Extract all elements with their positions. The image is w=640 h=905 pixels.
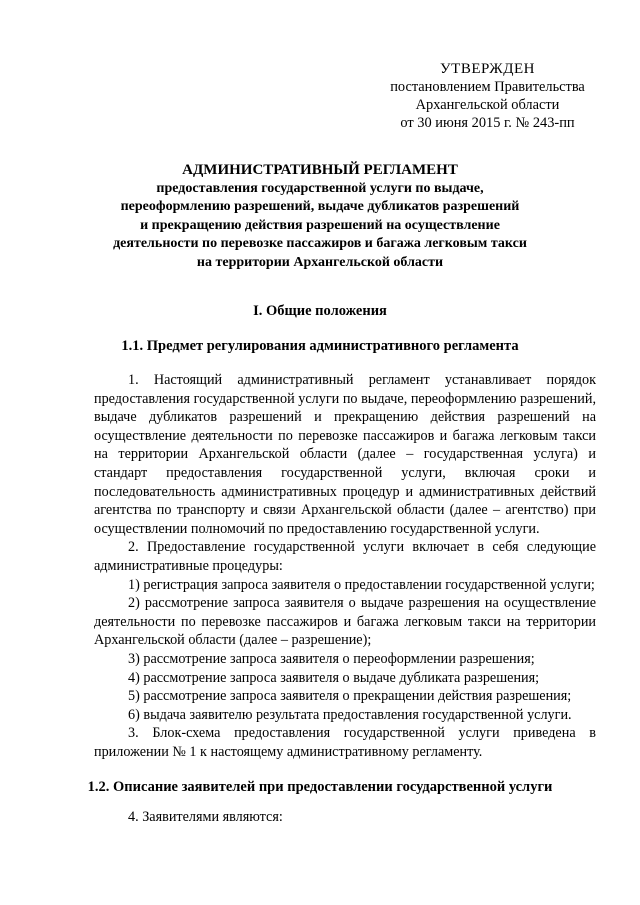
list-item: 6) выдача заявителю результата предоставления государственной услуги.: [128, 706, 572, 723]
list-item: 1) регистрация запроса заявителя о предоставлении государственной услуги;: [128, 576, 595, 593]
document-title-line: переоформлению разрешений, выдаче дубликатов разрешений: [120, 199, 520, 215]
paragraph: 1. Настоящий административный регламент устанавливает порядок предоставления государственной услуги по выдаче, переоформлению разрешений, выдаче дубликатов разрешений и прекращению действия разрешений на осуществление деятельности по перевозке пассажиров и багажа легковым такси на территории Архангельской области (далее – государственная услуга) и стандарт предоставления государственной услуги, включая сроки и последовательность административных процедур и административных действий агентства по транспорту и связи Архангельской области (далее – агентство) при осуществлении полномочий по предоставлению государственной услуги.: [94, 372, 596, 537]
document-title: [100, 161, 540, 273]
approval-line: от 30 июня 2015 г. № 243-пп: [400, 115, 575, 131]
list-item: 5) рассмотрение запроса заявителя о прекращении действия разрешения;: [128, 688, 572, 705]
document-title-line: деятельности по перевозке пассажиров и багажа легковым такси: [113, 236, 527, 252]
list-item: 4) рассмотрение запроса заявителя о выдаче дубликата разрешения;: [128, 669, 540, 686]
subsection-heading: 1.2. Описание заявителей при предоставлении государственной услуги: [87, 779, 553, 795]
approval-line: постановлением Правительства: [390, 79, 585, 95]
approval-stamp: [380, 60, 595, 132]
approval-line: Архангельской области: [415, 97, 560, 113]
section-heading: I. Общие положения: [253, 303, 387, 319]
section-body: [94, 371, 596, 761]
document-title-line: на территории Архангельской области: [196, 254, 444, 270]
list-item: 2) рассмотрение запроса заявителя о выдаче разрешения на осуществление деятельности по перевозке пассажиров и багажа легковым такси на территории Архангельской области (далее – разрешение);: [94, 595, 596, 649]
subsection-heading: 1.1. Предмет регулирования административного регламента: [121, 338, 519, 354]
paragraph: 3. Блок-схема предоставления государственной услуги приведена в приложении № 1 к настоящему административному регламенту.: [94, 725, 596, 760]
document-title-main: АДМИНИСТРАТИВНЫЙ РЕГЛАМЕНТ: [182, 162, 458, 178]
document-title-line: и прекращению действия разрешений на осуществление: [140, 217, 500, 233]
paragraph: 4. Заявителями являются:: [128, 809, 283, 825]
paragraph: 2. Предоставление государственной услуги включает в себя следующие административные процедуры:: [94, 539, 596, 574]
approval-title: УТВЕРЖДЕН: [440, 61, 535, 77]
list-item: 3) рассмотрение запроса заявителя о переоформлении разрешения;: [128, 650, 535, 667]
document-title-line: предоставления государственной услуги по выдаче,: [156, 180, 484, 196]
